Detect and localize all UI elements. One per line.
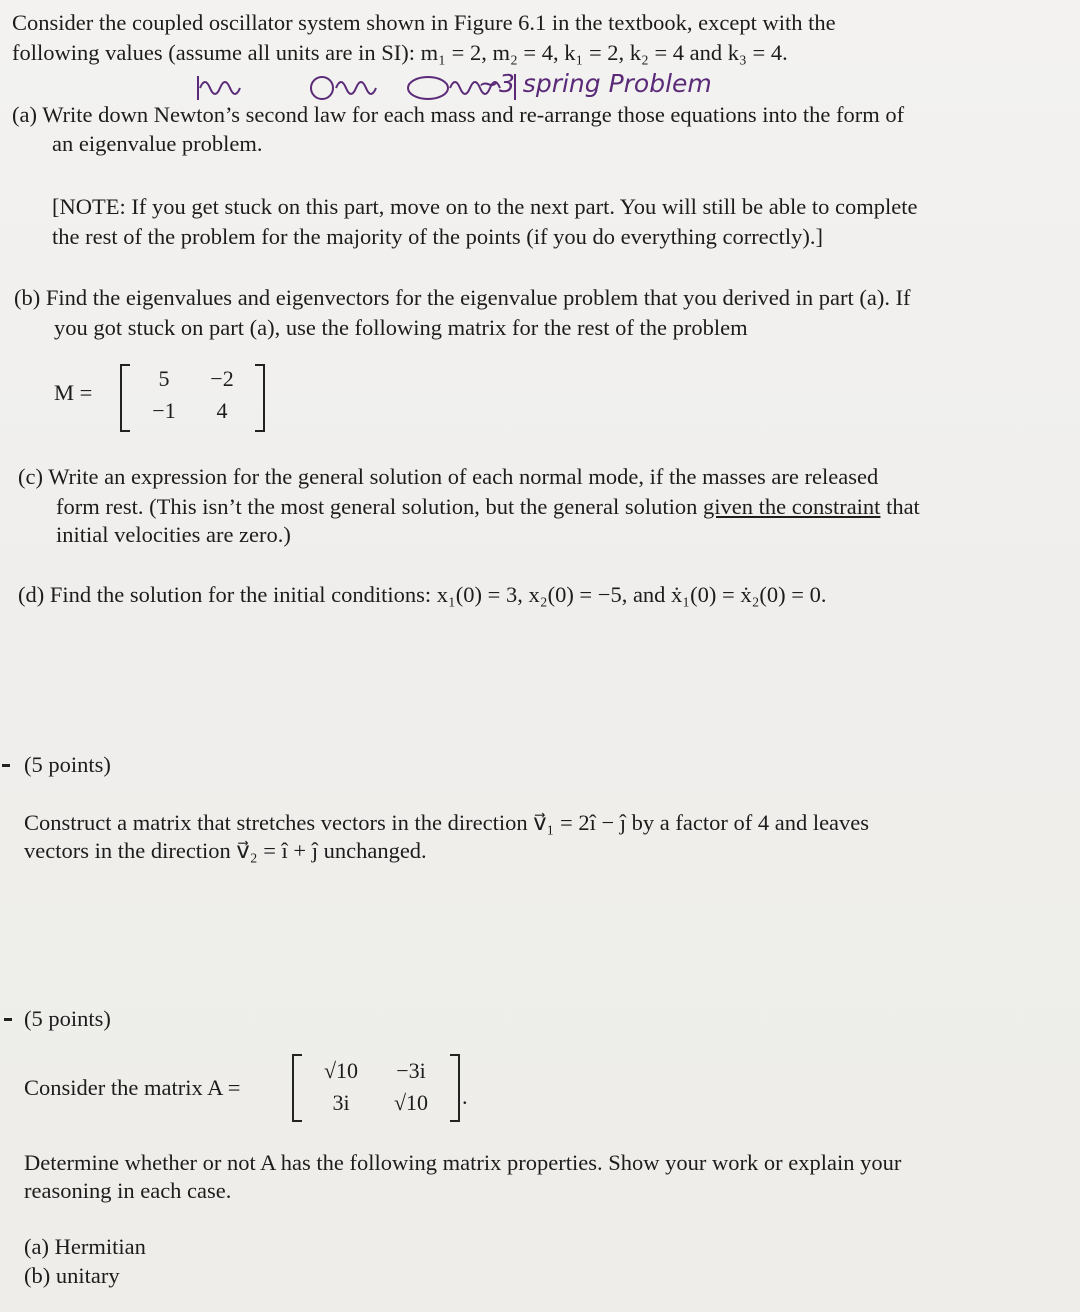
matrix-m-cell: −1 [152, 398, 176, 423]
note-line1: [NOTE: If you get stuck on this part, move on to the next part. You will still be able to complete [52, 194, 918, 219]
problem1-intro-line2: following values (assume all units are in SI): m₁ = 2, m₂ = 4, k₁ = 2, k₂ = 4 and k₃ = 4. [12, 40, 788, 65]
matrix-a-label: Consider the matrix A = [24, 1075, 241, 1100]
part-c-line2-end: that [880, 494, 920, 519]
part-c-line3: initial velocities are zero.) [56, 522, 291, 547]
matrix-a-cell: −3i [396, 1058, 426, 1083]
part-b-line1: (b) Find the eigenvalues and eigenvectors for the eigenvalue problem that you derived in part (a). If [14, 285, 911, 310]
problem2-points: (5 points) [24, 752, 111, 777]
matrix-m-cell: 4 [216, 398, 228, 423]
problem2-line1: Construct a matrix that stretches vectors in the direction v⃗₁ = 2î − ĵ by a factor of 4 and leaves [24, 810, 870, 835]
matrix-a-period: . [462, 1084, 468, 1109]
right-bracket [255, 364, 265, 432]
problem3-line2: reasoning in each case. [24, 1178, 232, 1203]
problem1-intro-line1: Consider the coupled oscillator system shown in Figure 6.1 in the textbook, except with the [12, 10, 836, 35]
part-c-line2-text: form rest. (This isn’t the most general solution, but the general solution [56, 494, 703, 519]
part-b-line2: you got stuck on part (a), use the following matrix for the rest of the problem [54, 315, 748, 340]
matrix-a-cell: √10 [323, 1058, 359, 1083]
item-hermitian: (a) Hermitian [24, 1234, 146, 1259]
note-line2: the rest of the problem for the majority of the points (if you do everything correctly).] [52, 224, 824, 249]
matrix-m [120, 364, 265, 434]
handwritten-note: ~3 spring Problem [478, 69, 712, 98]
matrix-a [292, 1054, 460, 1124]
problem3-line1: Determine whether or not A has the following matrix properties. Show your work or explain your [24, 1150, 902, 1175]
part-c-line2 [56, 492, 920, 522]
matrix-m-cell: 5 [158, 366, 170, 391]
problem2-line2: vectors in the direction v⃗₂ = î + ĵ unchanged. [24, 838, 427, 863]
part-c-line1: (c) Write an expression for the general solution of each normal mode, if the masses are released [18, 464, 879, 489]
matrix-a-cell: 3i [332, 1090, 350, 1115]
matrix-m-cell: −2 [210, 366, 234, 391]
underlined-constraint: given the constraint [702, 494, 881, 519]
part-d: (d) Find the solution for the initial conditions: x₁(0) = 3, x₂(0) = −5, and ẋ₁(0) = ẋ₂(0) = 0. [18, 582, 827, 607]
part-a-line2: an eigenvalue problem. [52, 131, 263, 156]
problem-bullet [4, 1018, 12, 1021]
matrix-m-label: M = [54, 380, 93, 405]
problem3-points: (5 points) [24, 1006, 111, 1031]
left-bracket [120, 364, 130, 432]
item-unitary: (b) unitary [24, 1263, 120, 1288]
right-bracket [450, 1054, 460, 1122]
part-a-line1: (a) Write down Newton’s second law for each mass and re-arrange those equations into the form of [12, 102, 905, 127]
matrix-a-cell: √10 [393, 1090, 429, 1115]
problem-bullet [2, 764, 10, 767]
left-bracket [292, 1054, 302, 1122]
